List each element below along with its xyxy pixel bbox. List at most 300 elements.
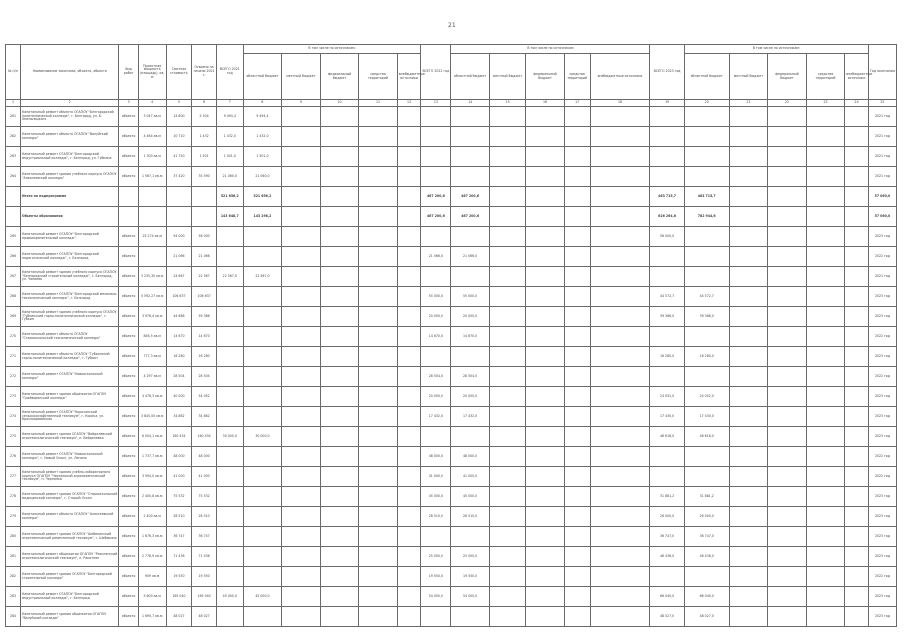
header-src-2022: областной бюджет	[451, 54, 490, 100]
src-2023-local	[729, 187, 768, 207]
total-2022: 45 000,0	[421, 487, 451, 507]
src-2022-offbudget	[590, 447, 650, 467]
total-2022	[421, 107, 451, 127]
src-2021-federal	[320, 407, 359, 427]
column-number: 8	[243, 100, 282, 107]
src-2023-federal	[768, 187, 807, 207]
src-2021-offbudget	[397, 287, 421, 307]
disbursed-amount: 28 510	[192, 507, 217, 527]
src-2023-local	[729, 407, 768, 427]
src-2023-federal	[768, 127, 807, 147]
total-2023	[650, 447, 684, 467]
src-2022-regional	[451, 147, 490, 167]
src-2021-regional	[243, 487, 282, 507]
total-2022: 467 200,6	[421, 187, 451, 207]
src-2023-territory	[806, 467, 845, 487]
src-2023-federal	[768, 467, 807, 487]
table-row	[6, 407, 897, 427]
disbursed-amount: 56 000	[192, 227, 217, 247]
end-year: 2023 год	[868, 407, 896, 427]
src-2022-local	[489, 607, 525, 627]
work-type: обьекто	[119, 307, 138, 327]
src-2023-regional: 463 715,7	[684, 187, 729, 207]
src-2022-territory	[564, 207, 590, 227]
src-2021-local	[282, 587, 321, 607]
src-2021-territory	[359, 587, 398, 607]
disbursed-amount: 5 304	[192, 107, 217, 127]
src-2022-regional: 19 550,0	[451, 567, 490, 587]
src-2022-federal	[526, 547, 565, 567]
src-2023-regional: 44 572,7	[684, 287, 729, 307]
total-2021: 9 494,4	[216, 107, 243, 127]
total-2021	[216, 327, 243, 347]
src-2022-regional: 20 000,0	[451, 307, 490, 327]
total-2023: 56 000,0	[650, 227, 684, 247]
src-2023-regional	[684, 367, 729, 387]
estimated-cost: 160 434	[166, 427, 192, 447]
table-row	[6, 247, 897, 267]
total-2022: 41 000,0	[421, 467, 451, 487]
src-2021-federal	[320, 167, 359, 187]
disbursed-amount: 14 670	[192, 327, 217, 347]
src-2022-regional	[451, 267, 490, 287]
end-year: 2022 год	[868, 247, 896, 267]
object-name: Капитальный ремонт здания общежития ОГАПОУ "Валуйский колледж"	[20, 607, 119, 627]
src-2021-federal	[320, 527, 359, 547]
capacity: 2 400,8 кв.м	[138, 487, 166, 507]
src-2023-offbudget	[845, 387, 869, 407]
src-2021-offbudget	[397, 247, 421, 267]
src-2023-territory	[806, 347, 845, 367]
src-2023-offbudget	[845, 227, 869, 247]
header-src-2021: средства территорий	[359, 54, 398, 100]
end-year: 2022 год	[868, 567, 896, 587]
end-year: 2023 год	[868, 387, 896, 407]
src-2023-local	[729, 347, 768, 367]
src-2023-territory	[806, 227, 845, 247]
src-2021-offbudget	[397, 427, 421, 447]
src-2023-local	[729, 247, 768, 267]
total-2023: 26 000,0	[650, 507, 684, 527]
src-2021-territory	[359, 427, 398, 447]
src-2021-local	[282, 327, 321, 347]
src-2022-territory	[564, 567, 590, 587]
src-2022-federal	[526, 147, 565, 167]
src-2021-territory	[359, 367, 398, 387]
src-2022-territory	[564, 307, 590, 327]
src-2021-territory	[359, 407, 398, 427]
column-number: 14	[451, 100, 490, 107]
src-2021-local	[282, 487, 321, 507]
column-number: 16	[526, 100, 565, 107]
end-year: 2023 год	[868, 347, 896, 367]
src-2021-federal	[320, 247, 359, 267]
src-2023-offbudget	[845, 367, 869, 387]
disbursed-amount: 21 066	[192, 247, 217, 267]
src-2022-local	[489, 387, 525, 407]
src-2023-local	[729, 547, 768, 567]
end-year: 2022 год	[868, 327, 896, 347]
src-2022-offbudget	[590, 547, 650, 567]
estimated-cost: 48 027	[166, 607, 192, 627]
object-name: Капитальный ремонт здания ОГАПОУ "Шебекинский агротехнический ремесленный техникум", г. Шебекино	[20, 527, 119, 547]
column-number: 18	[590, 100, 650, 107]
src-2021-territory	[359, 607, 398, 627]
src-2021-local	[282, 547, 321, 567]
src-2023-local	[729, 167, 768, 187]
object-name: Капитальный ремонт здания учебного корпуса ОГАПОУ "Алексеевский колледж"	[20, 167, 119, 187]
src-2023-local	[729, 307, 768, 327]
src-2021-local	[282, 387, 321, 407]
total-2022	[421, 427, 451, 447]
table-row	[6, 367, 897, 387]
src-2022-offbudget	[590, 507, 650, 527]
table-row	[6, 187, 897, 207]
object-name: Капитальный ремонт ОГАПОУ "Новооскольский колледж", г. Новый Оскол, ул. Ленина	[20, 447, 119, 467]
capacity: 1 676,3 кв.м	[138, 527, 166, 547]
src-2022-regional: 55 000,0	[451, 287, 490, 307]
src-2021-local	[282, 127, 321, 147]
total-2021	[216, 607, 243, 627]
column-number: 1	[6, 100, 21, 107]
end-year: 2023 год	[868, 427, 896, 447]
src-2022-offbudget	[590, 487, 650, 507]
estimated-cost: 41 750	[166, 147, 192, 167]
disbursed-amount	[192, 187, 217, 207]
estimated-cost: 106 637	[166, 287, 192, 307]
estimated-cost: 48 000	[166, 447, 192, 467]
table-header	[6, 45, 897, 107]
total-2022	[421, 527, 451, 547]
src-2021-regional: 21 060,0	[243, 167, 282, 187]
table-row	[6, 107, 897, 127]
total-2021	[216, 507, 243, 527]
total-2021: 45 000,0	[216, 587, 243, 607]
src-2022-federal	[526, 507, 565, 527]
src-2021-local	[282, 467, 321, 487]
disbursed-amount: 41 000	[192, 467, 217, 487]
src-2022-regional: 20 000,0	[451, 387, 490, 407]
end-year: 57 060,0	[868, 187, 896, 207]
src-2021-territory	[359, 567, 398, 587]
src-2023-regional	[684, 327, 729, 347]
table-row	[6, 467, 897, 487]
header-total-2021: ВСЕГО 2021 год	[216, 45, 243, 100]
src-2023-territory	[806, 567, 845, 587]
src-2023-regional: 46 436,0	[684, 547, 729, 567]
src-2022-territory	[564, 227, 590, 247]
end-year: 2023 год	[868, 487, 896, 507]
table-row	[6, 567, 897, 587]
row-number: 279	[6, 507, 21, 527]
src-2023-territory	[806, 327, 845, 347]
column-number: 11	[359, 100, 398, 107]
src-2021-territory	[359, 107, 398, 127]
end-year: 2021 год	[868, 147, 896, 167]
src-2023-territory	[806, 367, 845, 387]
src-2022-federal	[526, 287, 565, 307]
table-row	[6, 607, 897, 627]
total-2023: 46 436,0	[650, 547, 684, 567]
estimated-cost: 19 550	[166, 567, 192, 587]
end-year: 2023 год	[868, 527, 896, 547]
src-2022-federal	[526, 447, 565, 467]
src-2022-territory	[564, 407, 590, 427]
src-2023-federal	[768, 247, 807, 267]
disbursed-amount: 54 052	[192, 387, 217, 407]
row-number: 261	[6, 107, 21, 127]
src-2023-local	[729, 287, 768, 307]
src-2021-territory	[359, 227, 398, 247]
estimated-cost: 36 747	[166, 527, 192, 547]
src-2021-offbudget	[397, 407, 421, 427]
src-2022-offbudget	[590, 107, 650, 127]
src-2022-regional: 41 000,0	[451, 467, 490, 487]
object-name: Капитальный ремонт здания ОГАПОУ "Старооскольский медицинский колледж", г. Старый Оскол	[20, 487, 119, 507]
src-2021-offbudget	[397, 507, 421, 527]
src-2023-territory	[806, 107, 845, 127]
object-name: Обьекты образования	[20, 207, 119, 227]
table-row	[6, 387, 897, 407]
src-2023-federal	[768, 527, 807, 547]
src-2021-territory	[359, 527, 398, 547]
src-2021-local	[282, 147, 321, 167]
src-2022-regional: 25 000,0	[451, 547, 490, 567]
src-2023-territory	[806, 287, 845, 307]
src-2021-regional	[243, 607, 282, 627]
src-2021-offbudget	[397, 547, 421, 567]
src-2022-offbudget	[590, 367, 650, 387]
src-2021-local	[282, 227, 321, 247]
src-2021-offbudget	[397, 587, 421, 607]
src-2022-offbudget	[590, 227, 650, 247]
object-name: Капитальный ремонт ОГАПОУ "Белгородский индустриальный колледж", г. Белгород, ул. Губкина	[20, 147, 119, 167]
src-2022-territory	[564, 487, 590, 507]
total-2021: 1 432,0	[216, 127, 243, 147]
column-number: 5	[166, 100, 192, 107]
header-src-2023: федеральный бюджет	[768, 54, 807, 100]
header-src-2022: внебюджетные источники	[590, 54, 650, 100]
src-2021-federal	[320, 507, 359, 527]
src-2021-regional: 521 656,2	[243, 187, 282, 207]
src-2023-local	[729, 327, 768, 347]
total-2022	[421, 227, 451, 247]
capacity: 3 845,00 кв.м	[138, 407, 166, 427]
src-2023-offbudget	[845, 127, 869, 147]
total-2022: 14 670,0	[421, 327, 451, 347]
src-2023-territory	[806, 247, 845, 267]
src-2023-territory	[806, 547, 845, 567]
src-2023-federal	[768, 447, 807, 467]
src-2022-federal	[526, 167, 565, 187]
disbursed-amount: 75 532	[192, 487, 217, 507]
object-name: Капитальный ремонт здания общежития ОГАПОУ "Грайворонский колледж"	[20, 387, 119, 407]
src-2023-regional: 46 616,0	[684, 427, 729, 447]
src-2021-offbudget	[397, 307, 421, 327]
column-number: 2	[20, 100, 119, 107]
work-type: обьекто	[119, 567, 138, 587]
table-row	[6, 127, 897, 147]
src-2023-federal	[768, 507, 807, 527]
src-2022-territory	[564, 527, 590, 547]
src-2023-local	[729, 127, 768, 147]
src-2021-local	[282, 527, 321, 547]
header-src-2021: федеральный бюджет	[320, 54, 359, 100]
end-year: 2023 год	[868, 507, 896, 527]
src-2022-federal	[526, 327, 565, 347]
header-src-2022: средства территорий	[564, 54, 590, 100]
src-2021-federal	[320, 187, 359, 207]
src-2023-regional	[684, 247, 729, 267]
src-2022-offbudget	[590, 307, 650, 327]
src-2022-offbudget	[590, 267, 650, 287]
src-2023-territory	[806, 167, 845, 187]
src-2023-territory	[806, 407, 845, 427]
src-2021-federal	[320, 107, 359, 127]
src-2021-offbudget	[397, 447, 421, 467]
src-2022-territory	[564, 147, 590, 167]
src-2021-federal	[320, 387, 359, 407]
src-2022-regional	[451, 107, 490, 127]
src-2021-territory	[359, 327, 398, 347]
src-2023-territory	[806, 447, 845, 467]
estimated-cost: 28 504	[166, 367, 192, 387]
src-2021-territory	[359, 127, 398, 147]
src-2023-territory	[806, 207, 845, 227]
column-number: 13	[421, 100, 451, 107]
row-number: 281	[6, 547, 21, 567]
work-type	[119, 207, 138, 227]
work-type: обьекто	[119, 547, 138, 567]
end-year: 2021 год	[868, 267, 896, 287]
src-2022-federal	[526, 227, 565, 247]
header-src-2023: внебюджетные источники	[845, 54, 869, 100]
src-2023-offbudget	[845, 207, 869, 227]
src-2021-regional: 1 432,0	[243, 127, 282, 147]
total-2022: 17 432,0	[421, 407, 451, 427]
src-2021-territory	[359, 307, 398, 327]
src-2021-local	[282, 307, 321, 327]
src-2021-regional	[243, 227, 282, 247]
src-2022-regional: 467 200,6	[451, 207, 490, 227]
total-2021	[216, 227, 243, 247]
src-2021-federal	[320, 487, 359, 507]
src-2021-regional	[243, 247, 282, 267]
src-2021-federal	[320, 347, 359, 367]
table-row	[6, 427, 897, 447]
src-2022-federal	[526, 107, 565, 127]
work-type: обьекто	[119, 467, 138, 487]
src-2021-federal	[320, 127, 359, 147]
row-number: 282	[6, 567, 21, 587]
disbursed-amount: 22 567	[192, 267, 217, 287]
work-type: обьекто	[119, 347, 138, 367]
src-2023-regional: 24 052,0	[684, 387, 729, 407]
src-2021-territory	[359, 147, 398, 167]
src-2023-territory	[806, 187, 845, 207]
src-2023-regional: 16 280,0	[684, 347, 729, 367]
src-2021-offbudget	[397, 607, 421, 627]
total-2021	[216, 567, 243, 587]
src-2021-federal	[320, 287, 359, 307]
src-2022-local	[489, 287, 525, 307]
end-year: 57 060,0	[868, 207, 896, 227]
src-2021-offbudget	[397, 527, 421, 547]
row-number: 268	[6, 287, 21, 307]
src-2021-territory	[359, 487, 398, 507]
estimated-cost: 71 436	[166, 547, 192, 567]
src-2022-offbudget	[590, 467, 650, 487]
src-2023-regional: 39 386,0	[684, 307, 729, 327]
capacity: 2 400 кв.м	[138, 507, 166, 527]
total-2022: 28 510,0	[421, 507, 451, 527]
src-2022-local	[489, 307, 525, 327]
src-2023-regional	[684, 267, 729, 287]
src-2022-regional: 28 510,0	[451, 507, 490, 527]
src-2021-territory	[359, 287, 398, 307]
src-2023-federal	[768, 107, 807, 127]
src-2022-local	[489, 327, 525, 347]
total-2023: 463 715,7	[650, 187, 684, 207]
src-2023-offbudget	[845, 467, 869, 487]
src-2021-local	[282, 447, 321, 467]
src-2023-local	[729, 267, 768, 287]
src-2021-federal	[320, 267, 359, 287]
src-2022-regional	[451, 427, 490, 447]
work-type: обьекто	[119, 227, 138, 247]
src-2021-territory	[359, 347, 398, 367]
src-2021-offbudget	[397, 267, 421, 287]
work-type: обьекто	[119, 147, 138, 167]
estimated-cost: 165 040	[166, 587, 192, 607]
total-2022: 20 000,0	[421, 387, 451, 407]
row-number	[6, 207, 21, 227]
object-name: Капитальный ремонт здания ОГАПОУ "Белгородский строительный колледж"	[20, 567, 119, 587]
total-2023	[650, 567, 684, 587]
capacity: 3 594,0 кв.м	[138, 467, 166, 487]
work-type: обьекто	[119, 487, 138, 507]
src-2023-regional	[684, 127, 729, 147]
src-2021-local	[282, 207, 321, 227]
header-src-2021: областной бюджет	[243, 54, 282, 100]
total-2021	[216, 407, 243, 427]
estimated-cost: 16 280	[166, 347, 192, 367]
src-2023-offbudget	[845, 347, 869, 367]
src-2023-federal	[768, 347, 807, 367]
column-number: 21	[729, 100, 768, 107]
header-group-2023: В том числе по источникам:	[684, 45, 868, 54]
src-2022-local	[489, 267, 525, 287]
src-2021-local	[282, 567, 321, 587]
work-type: обьекто	[119, 287, 138, 307]
work-type: обьекто	[119, 507, 138, 527]
total-2021	[216, 347, 243, 367]
row-number: 276	[6, 447, 21, 467]
total-2021: 1 501,0	[216, 147, 243, 167]
capacity: 1 695,7 кв.м	[138, 607, 166, 627]
header-group-2022: В том числе по источникам	[451, 45, 650, 54]
src-2023-federal	[768, 427, 807, 447]
src-2023-local	[729, 107, 768, 127]
src-2021-federal	[320, 567, 359, 587]
estimated-cost: 24 667	[166, 267, 192, 287]
src-2022-regional: 14 670,0	[451, 327, 490, 347]
capacity: 5 600 кв.м	[138, 587, 166, 607]
src-2023-regional	[684, 107, 729, 127]
end-year: 2023 год	[868, 547, 896, 567]
src-2021-local	[282, 187, 321, 207]
total-2022: 20 000,0	[421, 307, 451, 327]
